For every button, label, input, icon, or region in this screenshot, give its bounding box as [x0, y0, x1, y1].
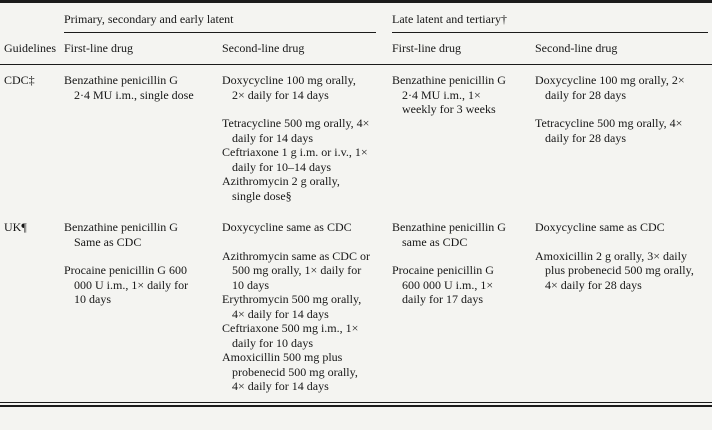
guideline-label-cell: [0, 65, 64, 204]
guideline-label-cell: [0, 203, 64, 402]
drug-entry: Doxycycline same as CDC: [535, 220, 665, 234]
cdc-late-second-line-cell: [535, 65, 712, 204]
drug-entry: Doxycycline same as CDC: [222, 220, 352, 234]
drug-entry: Amoxicillin 500 mg plus probenecid 500 mg orally, 4× daily for 14 days: [222, 350, 358, 393]
drug-entry: Azithromycin 2 g orally, single dose§: [222, 174, 340, 203]
uk-late-second-line-cell: [535, 203, 712, 402]
treatment-guidelines-table: [0, 3, 712, 403]
column-header-guidelines: Guidelines: [0, 33, 64, 65]
drug-entry: Benzathine penicillin G 2·4 MU i.m., single dose: [64, 73, 194, 102]
cdc-primary-second-line-cell: [222, 65, 392, 204]
group-header-late-latent-tertiary: [392, 3, 712, 33]
guideline-label: UK¶: [4, 220, 27, 234]
cdc-late-first-line-cell: [392, 65, 535, 204]
table-row-cdc: [0, 65, 712, 204]
drug-entry: Procaine penicillin G 600 000 U i.m., 1× daily for 17 days: [392, 263, 494, 306]
group-header-primary-label: Primary, secondary and early latent: [64, 12, 376, 33]
drug-entry: Procaine penicillin G 600 000 U i.m., 1× daily for 10 days: [64, 263, 189, 306]
table-row-uk: [0, 203, 712, 402]
sub-header-row: [0, 33, 712, 65]
group-header-primary-secondary-early-latent: [64, 3, 392, 33]
drug-entry: Azithromycin same as CDC or 500 mg orally, 1× daily for 10 days: [222, 248, 370, 292]
uk-primary-second-line-cell: [222, 203, 392, 402]
column-header-first-line-primary: First-line drug: [64, 33, 222, 65]
drug-entry: Benzathine penicillin G 2·4 MU i.m., 1× weekly for 3 weeks: [392, 73, 506, 116]
group-header-spacer: [0, 3, 64, 33]
drug-entry: Ceftriaxone 1 g i.m. or i.v., 1× daily for 10–14 days: [222, 145, 368, 174]
drug-entry: Ceftriaxone 500 mg i.m., 1× daily for 10 days: [222, 321, 359, 350]
drug-entry: Doxycycline 100 mg orally, 2× daily for 14 days: [222, 73, 356, 102]
guideline-label: CDC‡: [4, 73, 35, 87]
column-header-second-line-late: Second-line drug: [535, 33, 712, 65]
uk-late-first-line-cell: [392, 203, 535, 402]
drug-entry: Benzathine penicillin G Same as CDC: [64, 220, 178, 249]
uk-primary-first-line-cell: [64, 203, 222, 402]
drug-entry: Benzathine penicillin G same as CDC: [392, 220, 506, 249]
drug-entry: Amoxicillin 2 g orally, 3× daily plus probenecid 500 mg orally, 4× daily for 28 days: [535, 248, 694, 292]
cdc-primary-first-line-cell: [64, 65, 222, 204]
drug-entry: Tetracycline 500 mg orally, 4× daily for 28 days: [535, 116, 683, 145]
drug-entry: Erythromycin 500 mg orally, 4× daily for 14 days: [222, 292, 362, 321]
group-header-late-label: Late latent and tertiary†: [392, 12, 708, 33]
group-header-row: [0, 3, 712, 33]
column-header-first-line-late: First-line drug: [392, 33, 535, 65]
drug-entry: Doxycycline 100 mg orally, 2× daily for 28 days: [535, 73, 685, 102]
column-header-second-line-primary: Second-line drug: [222, 33, 392, 65]
drug-entry: Tetracycline 500 mg orally, 4× daily for 14 days: [222, 116, 370, 145]
